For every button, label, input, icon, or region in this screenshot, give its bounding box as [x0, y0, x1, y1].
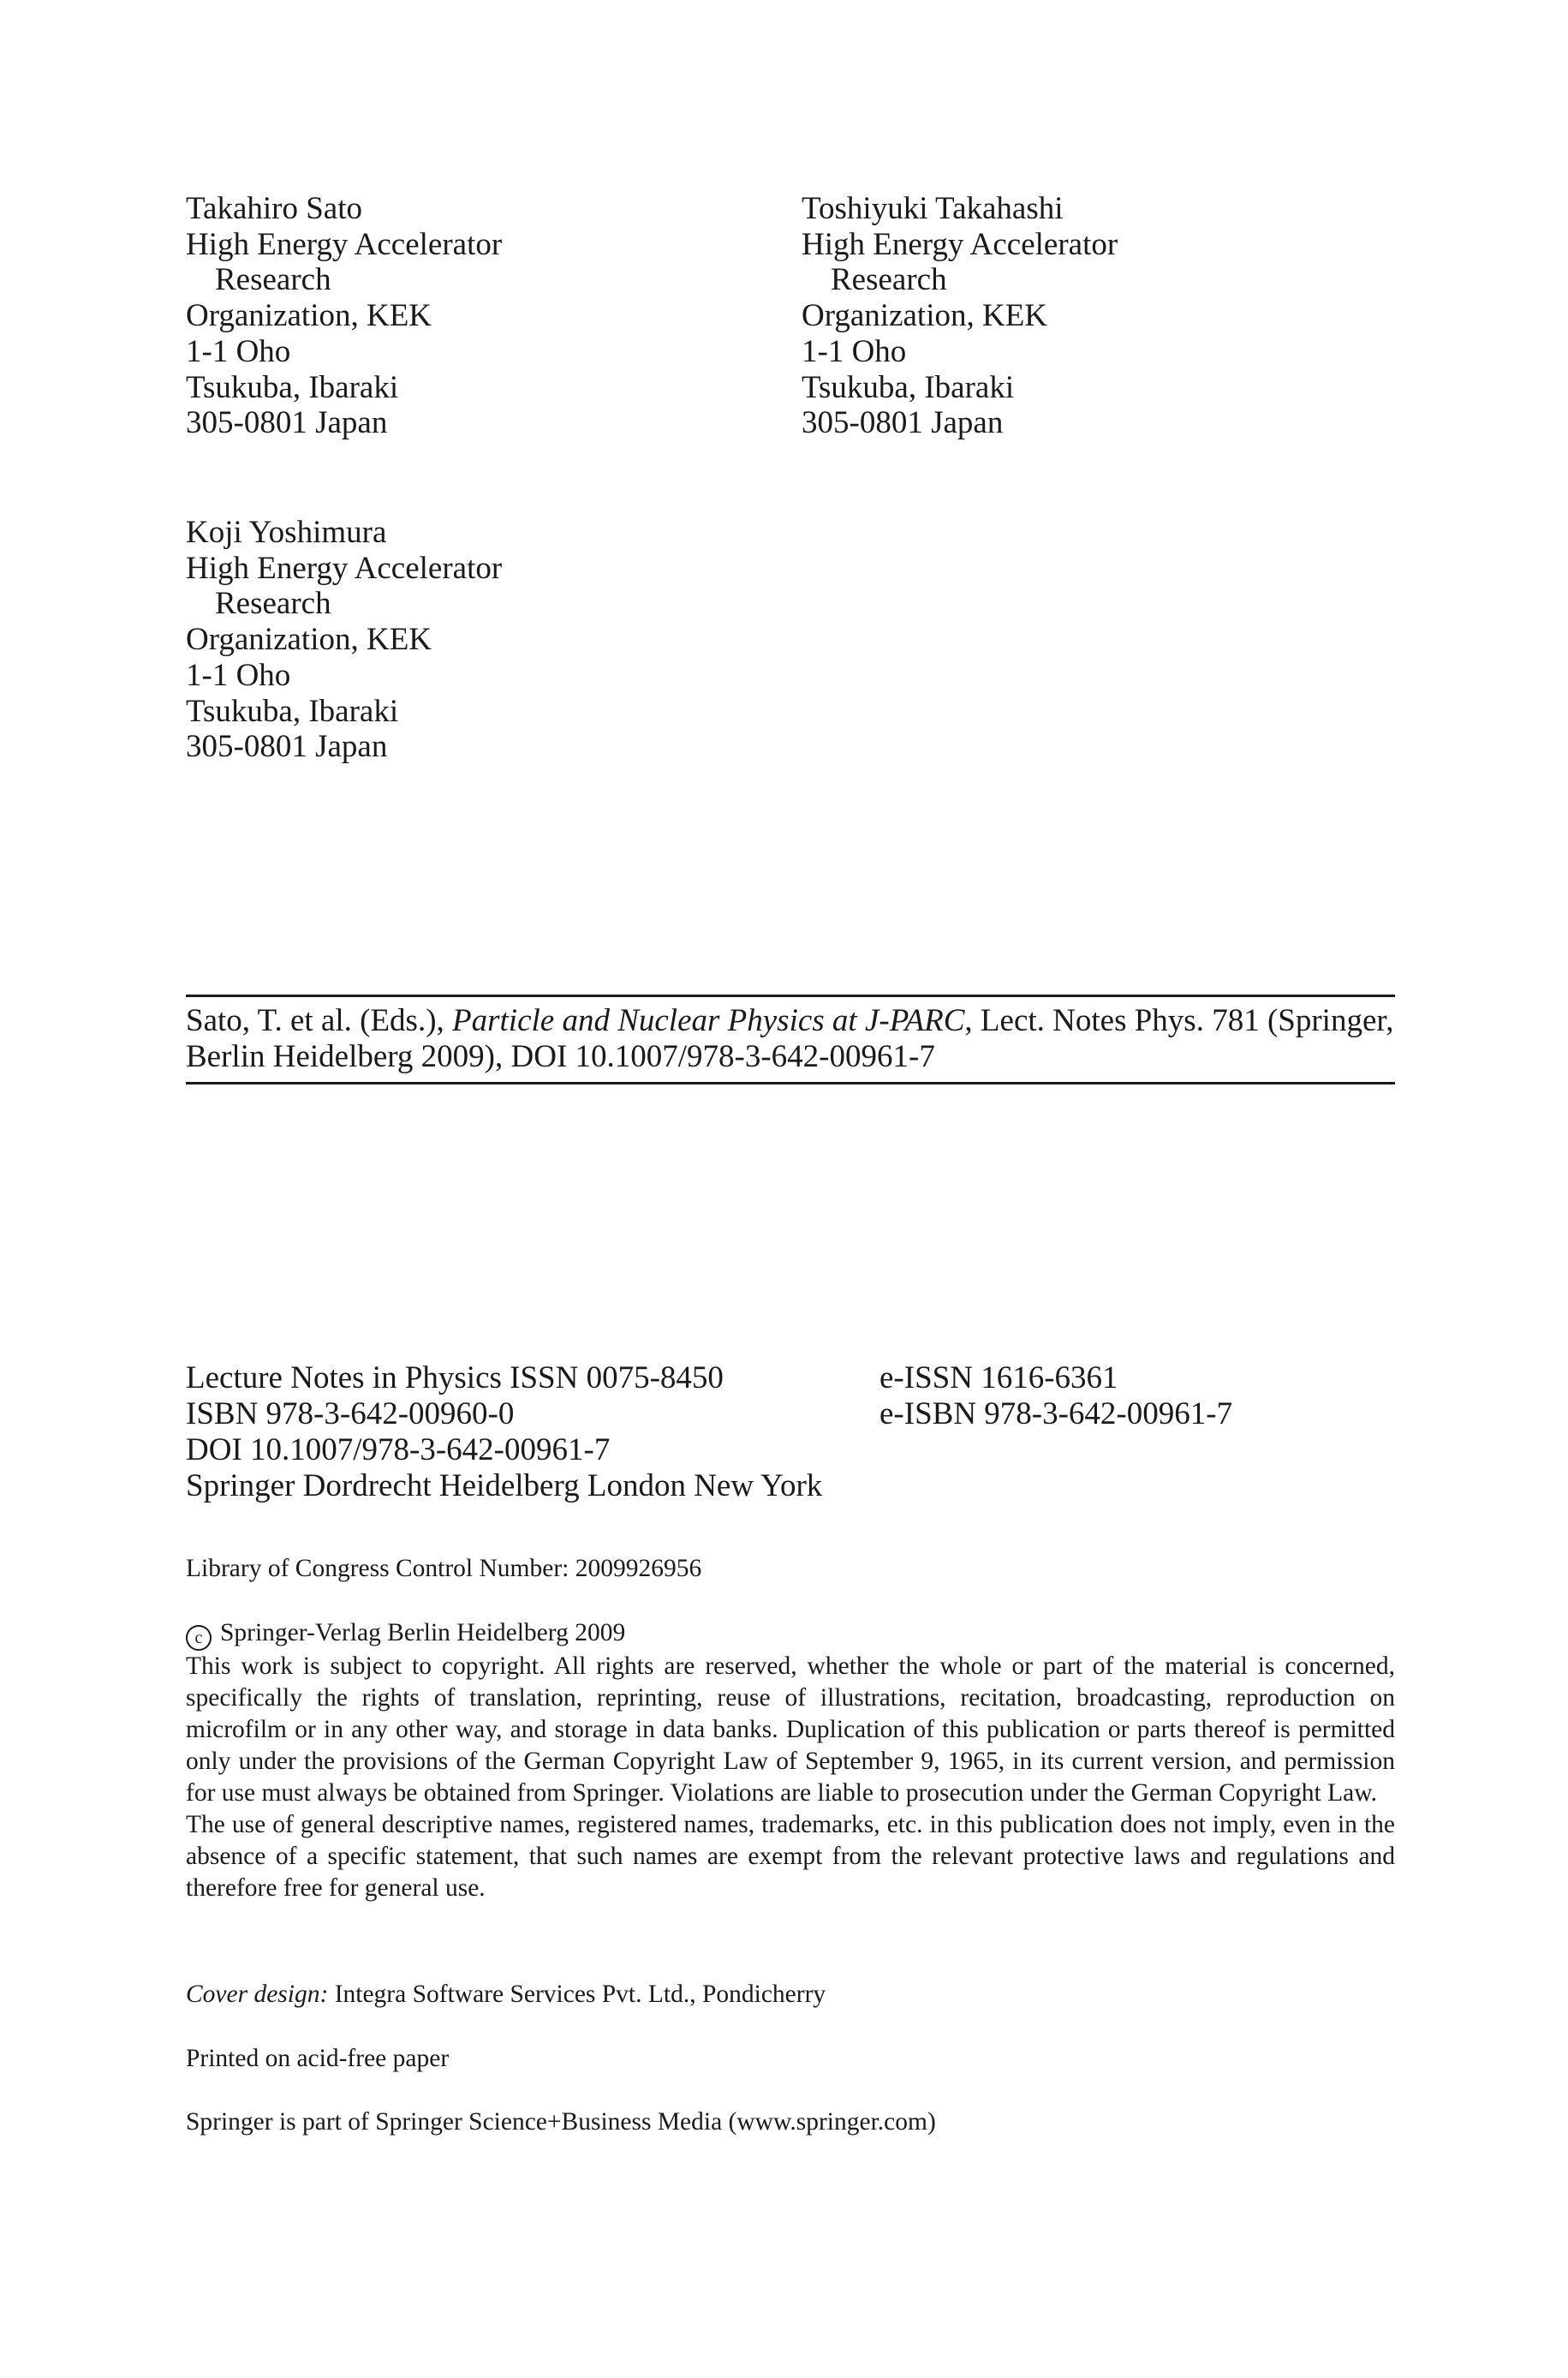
cover-design: [186, 1979, 826, 2011]
institution-line: Research: [831, 262, 947, 298]
author-address-sato: [186, 191, 502, 441]
author-name: Toshiyuki Takahashi: [802, 191, 1064, 226]
institution-line: High Energy Accelerator: [186, 226, 503, 262]
loc-control-number: Library of Congress Control Number: 2009926956: [186, 1555, 702, 1582]
publication-info-right: [879, 1360, 1232, 1432]
publisher-cities: Springer Dordrecht Heidelberg London New York: [186, 1468, 823, 1503]
institution-line: Organization, KEK: [186, 298, 432, 334]
copyright-holder: Springer-Verlag Berlin Heidelberg 2009: [220, 1619, 626, 1646]
e-issn: e-ISSN 1616-6361: [879, 1360, 1118, 1395]
copyright-holder-line: [186, 1617, 1395, 1651]
doi: DOI 10.1007/978-3-642-00961-7: [186, 1432, 611, 1467]
isbn: ISBN 978-3-642-00960-0: [186, 1396, 515, 1431]
author-address-takahashi: [802, 191, 1118, 441]
city: Tsukuba, Ibaraki: [802, 369, 1015, 405]
institution-line: Research: [215, 262, 331, 298]
author-name: Koji Yoshimura: [186, 515, 387, 550]
street: 1-1 Oho: [802, 333, 907, 369]
cover-design-text: Integra Software Services Pvt. Ltd., Pondicherry: [328, 1981, 826, 2008]
institution-line: Organization, KEK: [186, 622, 432, 658]
citation-box: [186, 995, 1395, 1084]
book-title: Particle and Nuclear Physics at J-PARC: [452, 1003, 965, 1038]
publication-info-left: [186, 1360, 822, 1504]
institution-line: High Energy Accelerator: [802, 226, 1118, 262]
copyright-section: [186, 1617, 1395, 1904]
city: Tsukuba, Ibaraki: [186, 693, 399, 729]
series-issn: Lecture Notes in Physics ISSN 0075-8450: [186, 1360, 724, 1395]
e-isbn: e-ISBN 978-3-642-00961-7: [879, 1396, 1233, 1431]
citation-prefix: Sato, T. et al. (Eds.),: [186, 1003, 453, 1038]
street: 1-1 Oho: [186, 333, 291, 369]
postal: 305-0801 Japan: [186, 405, 388, 441]
postal: 305-0801 Japan: [802, 405, 1004, 441]
institution-line: Research: [215, 586, 331, 622]
institution-line: Organization, KEK: [802, 298, 1048, 334]
author-address-yoshimura: [186, 515, 502, 765]
author-name: Takahiro Sato: [186, 191, 362, 226]
citation-suffix: , Lect. Notes Phys. 781 (Springer, Berlin Heidelberg 2009), DOI 10.1007/978-3-642-00961-7: [186, 1003, 1394, 1074]
copyright-notice: This work is subject to copyright. All rights are reserved, whether the whole or part of the material is concerned, specifically the rights of translation, reprinting, reuse of illustrations, recitation, broadcasting, reproduction on microfilm or in any other way, and storage in data banks. Duplication of this publication or parts thereof is permitted only under the provisions of the German Copyright Law of September 9, 1965, in its current version, and permission for use must always be obtained from Springer. Violations are liable to prosecution under the German Copyright Law.: [186, 1652, 1395, 1807]
street: 1-1 Oho: [186, 657, 291, 693]
springer-affiliation: Springer is part of Springer Science+Business Media (www.springer.com): [186, 2108, 936, 2136]
city: Tsukuba, Ibaraki: [186, 369, 399, 405]
copyright-icon: c: [186, 1625, 212, 1651]
institution-line: High Energy Accelerator: [186, 550, 503, 586]
postal: 305-0801 Japan: [186, 729, 388, 765]
paper-note: Printed on acid-free paper: [186, 2045, 450, 2072]
trademark-notice: The use of general descriptive names, registered names, trademarks, etc. in this publication does not imply, even in the absence of a specific statement, that such names are exempt from the relevant protective laws and regulations and therefore free for general use.: [186, 1811, 1395, 1902]
cover-design-label: Cover design:: [186, 1981, 329, 2008]
